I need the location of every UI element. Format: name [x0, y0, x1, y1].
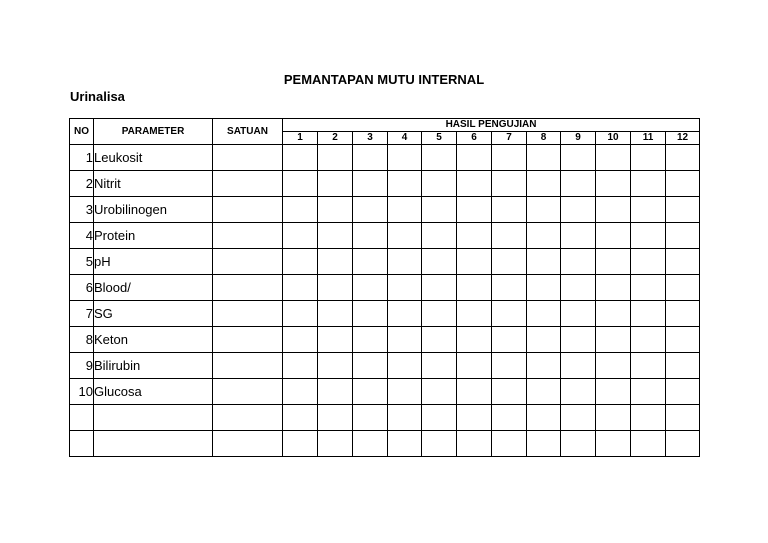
result-cell [353, 301, 388, 327]
result-cell [527, 145, 561, 171]
result-cell [457, 353, 492, 379]
result-cell [527, 431, 561, 457]
table-row [70, 145, 700, 171]
result-cell [283, 405, 318, 431]
row-parameter: Keton [94, 327, 213, 353]
result-cell [353, 197, 388, 223]
result-cell [666, 171, 700, 197]
result-cell [457, 145, 492, 171]
row-satuan [213, 327, 283, 353]
row-satuan [213, 197, 283, 223]
result-cell [457, 197, 492, 223]
result-cell [561, 197, 596, 223]
row-satuan [213, 223, 283, 249]
header-hasil-col: 5 [422, 132, 457, 145]
row-no: 9 [70, 353, 94, 379]
result-cell [596, 353, 631, 379]
result-cell [527, 353, 561, 379]
row-parameter: Nitrit [94, 171, 213, 197]
result-cell [561, 353, 596, 379]
result-cell [596, 249, 631, 275]
result-cell [561, 275, 596, 301]
row-parameter [94, 405, 213, 431]
result-cell [283, 145, 318, 171]
result-cell [666, 301, 700, 327]
document-subtitle: Urinalisa [70, 89, 125, 104]
result-cell [631, 353, 666, 379]
result-cell [318, 223, 353, 249]
table-row [70, 223, 700, 249]
result-cell [527, 405, 561, 431]
result-cell [318, 301, 353, 327]
row-satuan [213, 275, 283, 301]
result-cell [631, 301, 666, 327]
result-cell [422, 405, 457, 431]
result-cell [596, 405, 631, 431]
result-cell [492, 327, 527, 353]
result-cell [561, 379, 596, 405]
result-cell [492, 171, 527, 197]
row-parameter: Urobilinogen [94, 197, 213, 223]
result-cell [422, 353, 457, 379]
result-cell [457, 249, 492, 275]
header-no: NO [70, 119, 94, 145]
row-parameter: Protein [94, 223, 213, 249]
result-cell [318, 379, 353, 405]
result-cell [283, 223, 318, 249]
result-cell [492, 379, 527, 405]
result-cell [527, 249, 561, 275]
result-cell [388, 353, 422, 379]
result-cell [631, 197, 666, 223]
result-cell [388, 171, 422, 197]
result-cell [422, 327, 457, 353]
result-cell [388, 405, 422, 431]
result-cell [492, 197, 527, 223]
result-cell [666, 249, 700, 275]
row-no: 3 [70, 197, 94, 223]
row-satuan [213, 145, 283, 171]
result-cell [318, 249, 353, 275]
row-no: 7 [70, 301, 94, 327]
row-no: 10 [70, 379, 94, 405]
result-cell [457, 327, 492, 353]
row-satuan [213, 301, 283, 327]
result-cell [422, 171, 457, 197]
result-cell [631, 145, 666, 171]
table-row [70, 197, 700, 223]
row-parameter: Blood/ [94, 275, 213, 301]
row-no: 1 [70, 145, 94, 171]
result-cell [457, 379, 492, 405]
result-cell [283, 197, 318, 223]
result-cell [596, 431, 631, 457]
row-no [70, 431, 94, 457]
result-cell [318, 327, 353, 353]
row-no: 8 [70, 327, 94, 353]
result-cell [353, 171, 388, 197]
result-cell [527, 379, 561, 405]
result-cell [353, 379, 388, 405]
result-cell [596, 223, 631, 249]
header-hasil-col: 6 [457, 132, 492, 145]
result-cell [422, 249, 457, 275]
result-cell [527, 275, 561, 301]
result-cell [353, 353, 388, 379]
result-cell [457, 275, 492, 301]
table-row [70, 275, 700, 301]
result-cell [596, 379, 631, 405]
result-cell [631, 379, 666, 405]
table-row [70, 249, 700, 275]
result-cell [457, 431, 492, 457]
row-no [70, 405, 94, 431]
result-cell [631, 171, 666, 197]
row-satuan [213, 405, 283, 431]
result-cell [422, 431, 457, 457]
row-satuan [213, 249, 283, 275]
result-cell [666, 327, 700, 353]
result-cell [596, 301, 631, 327]
result-cell [492, 353, 527, 379]
result-cell [492, 301, 527, 327]
result-cell [492, 275, 527, 301]
header-hasil-col: 7 [492, 132, 527, 145]
result-cell [666, 223, 700, 249]
result-cell [388, 327, 422, 353]
row-satuan [213, 171, 283, 197]
result-cell [596, 197, 631, 223]
result-cell [596, 327, 631, 353]
result-cell [596, 171, 631, 197]
result-cell [283, 431, 318, 457]
result-cell [353, 223, 388, 249]
result-cell [353, 431, 388, 457]
result-cell [561, 431, 596, 457]
result-cell [492, 431, 527, 457]
header-hasil-col: 11 [631, 132, 666, 145]
result-cell [457, 171, 492, 197]
result-cell [353, 145, 388, 171]
result-cell [422, 275, 457, 301]
result-cell [318, 405, 353, 431]
result-cell [283, 379, 318, 405]
result-cell [561, 223, 596, 249]
result-cell [422, 197, 457, 223]
result-cell [388, 145, 422, 171]
result-cell [596, 145, 631, 171]
result-cell [353, 275, 388, 301]
header-hasil-col: 3 [353, 132, 388, 145]
result-cell [492, 223, 527, 249]
result-cell [318, 353, 353, 379]
row-no: 4 [70, 223, 94, 249]
row-parameter [94, 431, 213, 457]
result-cell [457, 405, 492, 431]
row-no: 5 [70, 249, 94, 275]
result-cell [318, 145, 353, 171]
result-cell [388, 223, 422, 249]
result-cell [561, 249, 596, 275]
result-cell [283, 275, 318, 301]
header-hasil-col: 2 [318, 132, 353, 145]
result-cell [283, 327, 318, 353]
table-body [70, 145, 700, 457]
header-hasil-col: 1 [283, 132, 318, 145]
result-cell [457, 223, 492, 249]
result-cell [492, 249, 527, 275]
result-cell [527, 327, 561, 353]
result-cell [283, 171, 318, 197]
result-cell [492, 145, 527, 171]
result-cell [422, 301, 457, 327]
result-cell [457, 301, 492, 327]
header-hasil-pengujian: HASIL PENGUJIAN [283, 119, 700, 132]
header-row [70, 119, 700, 132]
result-cell [353, 249, 388, 275]
row-satuan [213, 431, 283, 457]
header-hasil-col: 12 [666, 132, 700, 145]
result-cell [422, 223, 457, 249]
result-cell [631, 223, 666, 249]
row-parameter: Bilirubin [94, 353, 213, 379]
result-cell [527, 223, 561, 249]
result-cell [631, 275, 666, 301]
result-cell [422, 379, 457, 405]
result-cell [561, 405, 596, 431]
result-cell [561, 171, 596, 197]
result-cell [388, 431, 422, 457]
result-cell [492, 405, 527, 431]
header-hasil-col: 9 [561, 132, 596, 145]
row-parameter: Leukosit [94, 145, 213, 171]
result-cell [561, 327, 596, 353]
row-no: 2 [70, 171, 94, 197]
result-cell [666, 353, 700, 379]
row-no: 6 [70, 275, 94, 301]
result-cell [353, 405, 388, 431]
result-cell [527, 171, 561, 197]
result-cell [666, 405, 700, 431]
row-satuan [213, 379, 283, 405]
row-parameter: Glucosa [94, 379, 213, 405]
result-cell [631, 327, 666, 353]
result-cell [561, 301, 596, 327]
result-cell [388, 301, 422, 327]
table-row [70, 431, 700, 457]
result-cell [283, 353, 318, 379]
result-cell [666, 275, 700, 301]
result-cell [596, 275, 631, 301]
result-cell [318, 275, 353, 301]
table-row [70, 379, 700, 405]
table-row [70, 327, 700, 353]
result-cell [666, 145, 700, 171]
result-cell [388, 379, 422, 405]
result-cell [666, 379, 700, 405]
result-cell [527, 197, 561, 223]
result-cell [561, 145, 596, 171]
header-satuan: SATUAN [213, 119, 283, 145]
result-cell [666, 431, 700, 457]
result-cell [388, 249, 422, 275]
result-cell [388, 197, 422, 223]
header-parameter: PARAMETER [94, 119, 213, 145]
result-cell [631, 431, 666, 457]
result-cell [631, 405, 666, 431]
result-cell [318, 431, 353, 457]
header-hasil-col: 10 [596, 132, 631, 145]
table-row [70, 301, 700, 327]
result-cell [388, 275, 422, 301]
result-cell [631, 249, 666, 275]
row-parameter: pH [94, 249, 213, 275]
result-cell [666, 197, 700, 223]
result-cell [527, 301, 561, 327]
result-cell [318, 171, 353, 197]
table-row [70, 353, 700, 379]
qc-table [69, 118, 700, 457]
row-parameter: SG [94, 301, 213, 327]
result-cell [353, 327, 388, 353]
table-row [70, 171, 700, 197]
row-satuan [213, 353, 283, 379]
table-row [70, 405, 700, 431]
result-cell [422, 145, 457, 171]
result-cell [283, 249, 318, 275]
header-hasil-col: 8 [527, 132, 561, 145]
result-cell [283, 301, 318, 327]
result-cell [318, 197, 353, 223]
document-title: PEMANTAPAN MUTU INTERNAL [283, 72, 485, 87]
header-hasil-col: 4 [388, 132, 422, 145]
